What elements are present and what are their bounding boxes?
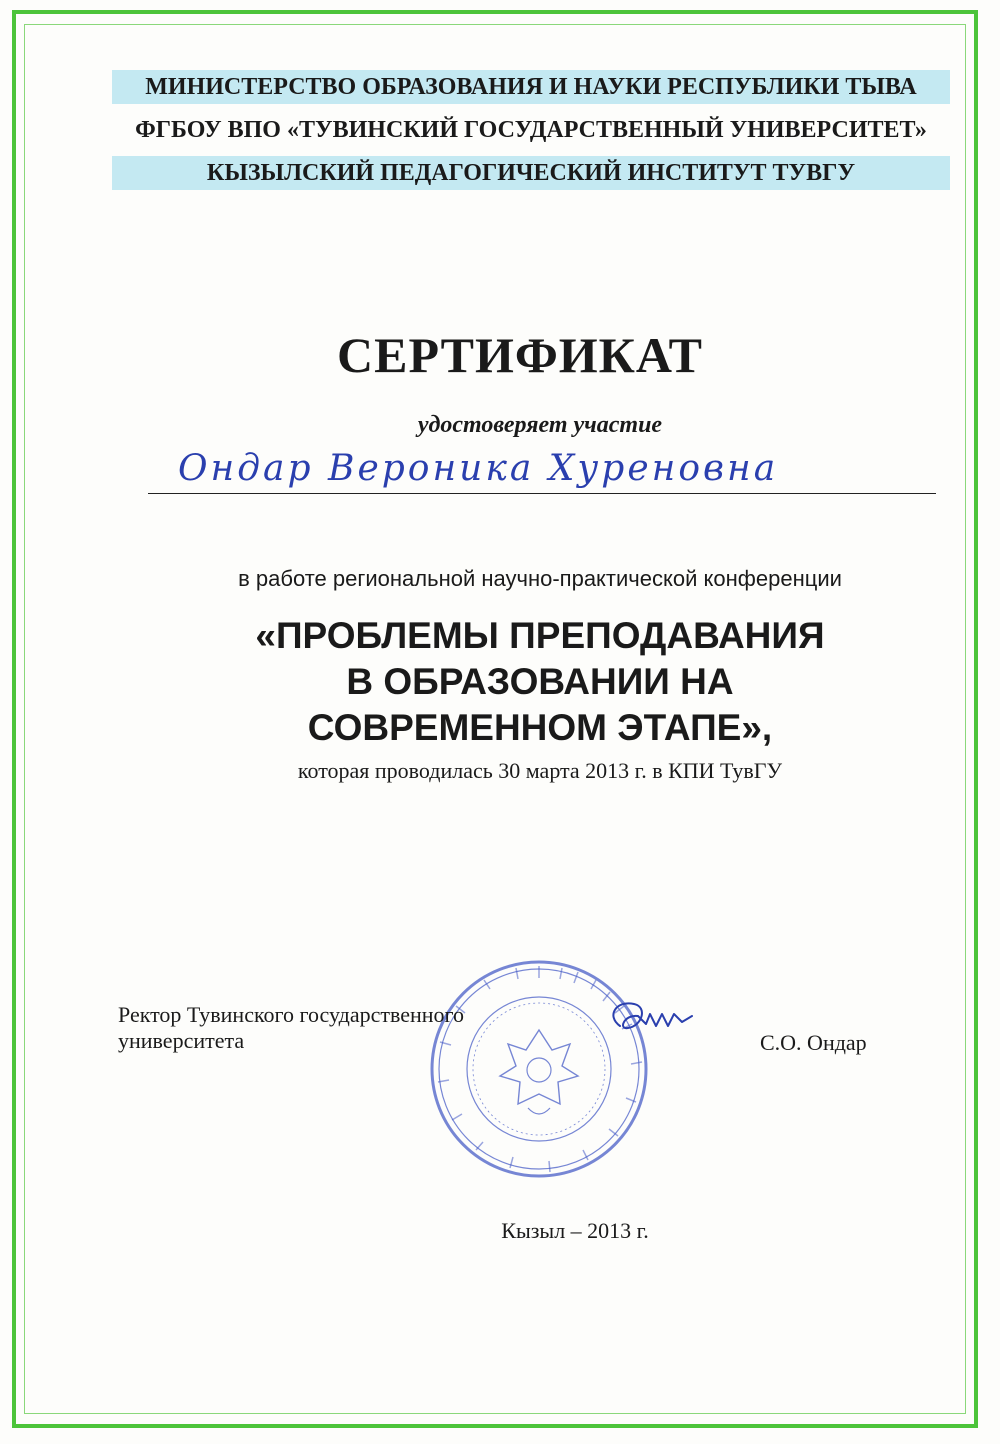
name-underline	[148, 493, 936, 494]
conference-title-line-2: В ОБРАЗОВАНИИ НА	[346, 661, 734, 702]
certificate-subtitle: удостоверяет участие	[417, 412, 663, 438]
rector-position	[118, 1002, 464, 1054]
university-line: ФГБОУ ВПО «ТУВИНСКИЙ ГОСУДАРСТВЕННЫЙ УНИВЕРСИТЕТ»	[135, 117, 927, 143]
certificate-title: СЕРТИФИКАТ	[336, 327, 703, 383]
place-year: Кызыл – 2013 г.	[501, 1218, 649, 1243]
rector-position-line-2: университета	[118, 1028, 245, 1053]
rector-signature-icon	[598, 996, 698, 1046]
rector-position-line-1: Ректор Тувинского государственного	[118, 1002, 465, 1027]
rector-name: С.О. Ондар	[760, 1030, 867, 1055]
institute-line: КЫЗЫЛСКИЙ ПЕДАГОГИЧЕСКИЙ ИНСТИТУТ ТУВГУ	[206, 160, 856, 186]
conference-title-line-3: СОВРЕМЕННОМ ЭТАПЕ»,	[307, 707, 773, 748]
conference-intro: в работе региональной научно-практической конференции	[238, 566, 842, 591]
conference-title-line-1: «ПРОБЛЕМЫ ПРЕПОДАВАНИЯ	[255, 615, 825, 656]
conference-note: которая проводилась 30 марта 2013 г. в КПИ ТувГУ	[297, 758, 783, 783]
official-seal-icon	[428, 958, 650, 1180]
recipient-name: Ондар Вероника Хуреновна	[178, 448, 779, 489]
ministry-line: МИНИСТЕРСТВО ОБРАЗОВАНИЯ И НАУКИ РЕСПУБЛИКИ ТЫВА	[145, 74, 917, 100]
